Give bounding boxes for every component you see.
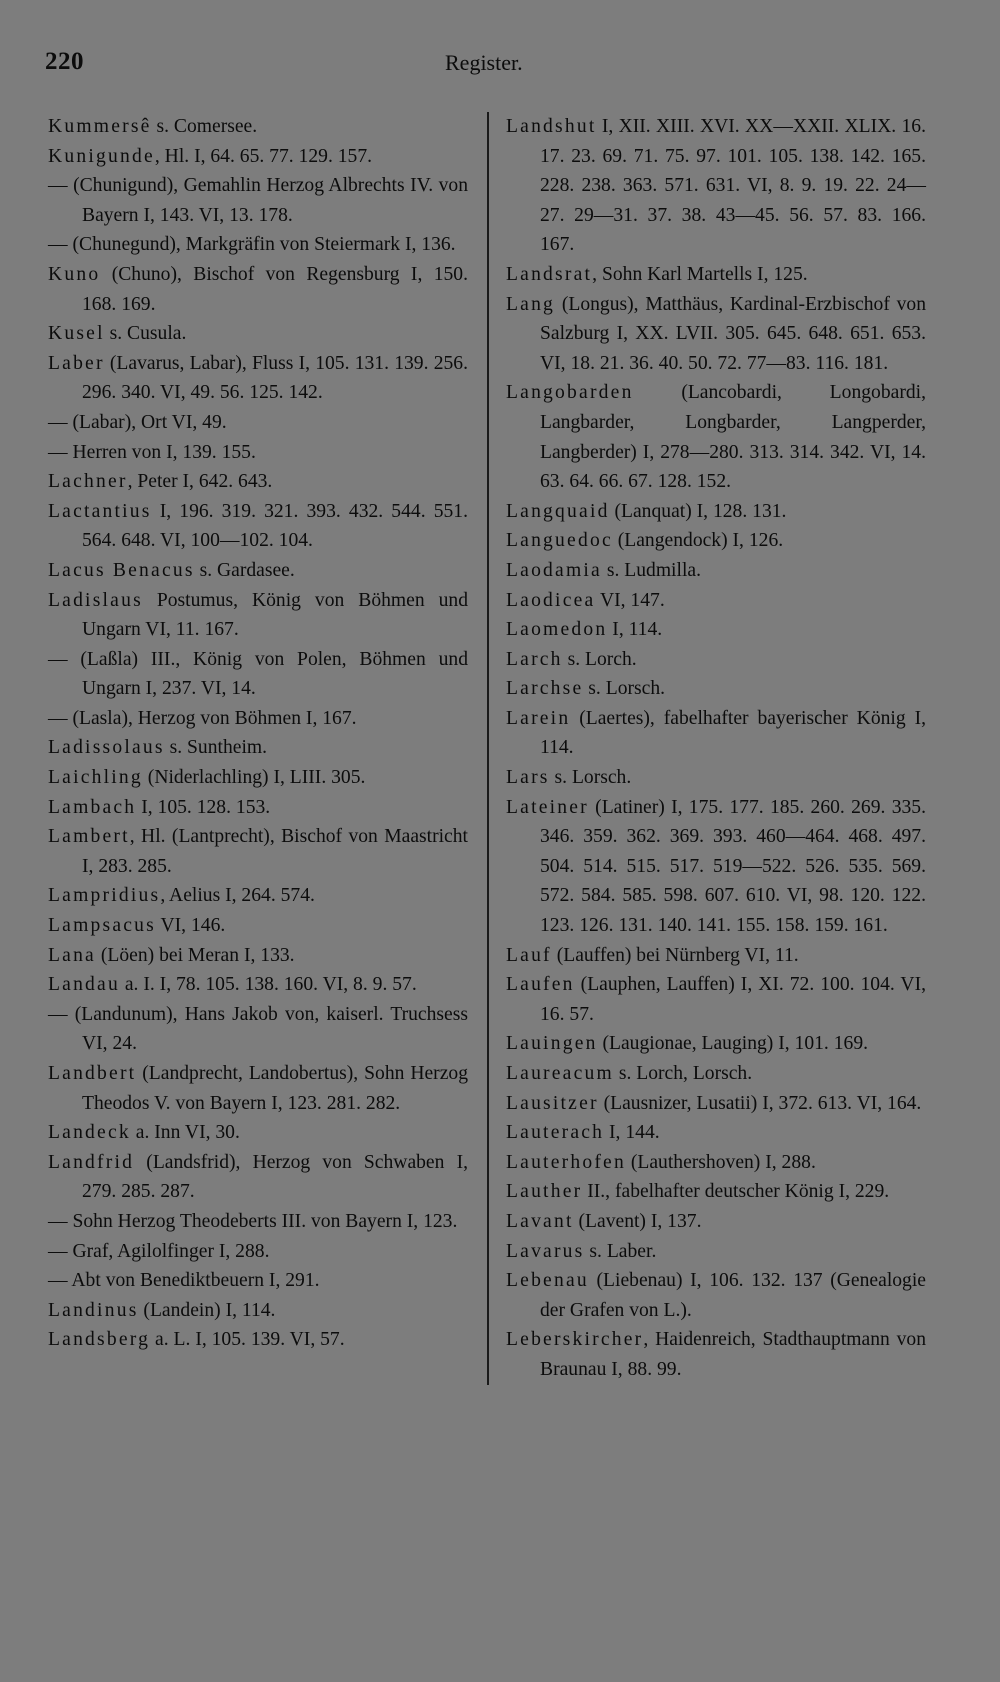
index-references: (Landprecht, Landobertus), Sohn Herzog Theodos V. von Bayern I, 123. 281. 282. (82, 1063, 468, 1114)
index-entry (48, 1325, 468, 1355)
index-headword: Landshut (506, 116, 597, 137)
index-entry (48, 645, 468, 704)
index-entry (506, 526, 926, 556)
index-headword: Landau (48, 974, 120, 996)
index-headword: Kuno (48, 263, 101, 285)
index-entry (48, 349, 468, 408)
index-references: I, 105. 128. 153. (136, 796, 271, 818)
index-entry (506, 1177, 926, 1207)
index-headword: Lausitzer (506, 1092, 599, 1114)
index-entry (506, 1207, 926, 1237)
index-entry (506, 793, 926, 941)
index-headword: Leberskircher (506, 1329, 644, 1351)
index-entry (48, 1266, 468, 1296)
index-entry (48, 1237, 468, 1267)
index-references: (Langendock) I, 126. (612, 530, 784, 552)
index-entry (48, 142, 468, 172)
index-headword: Lactantius (48, 500, 152, 522)
index-references: — (Chunigund), Gemahlin Herzog Albrechts IV. von Bayern I, 143. VI, 13. 178. (48, 175, 468, 226)
index-references: II., fabelhafter deutscher König I, 229. (582, 1181, 890, 1203)
index-references: I, XII. XIII. XVI. XX—XXII. XLIX. 16. 17. 23. 69. 71. 75. 97. 101. 105. 138. 142. 165. 228. 238. 363. 571. 631. VI, 8. 9. 19. 22. 24—27. 29—31. 37. 38. 43—45. 56. 57. 83. 166. 167. (540, 116, 926, 256)
index-entry (506, 1266, 926, 1325)
index-references: — (Lasla), Herzog von Böhmen I, 167. (48, 707, 357, 729)
index-entry (506, 615, 926, 645)
index-references: a. I. I, 78. 105. 138. 160. VI, 8. 9. 57. (119, 974, 417, 996)
index-references: — (Chunegund), Markgräfin von Steiermark I, 136. (48, 234, 456, 256)
index-column-right (506, 112, 926, 1385)
index-references: , Peter I, 642. 643. (127, 471, 273, 493)
index-entry (506, 645, 926, 675)
index-headword: Kunigunde (48, 145, 155, 167)
index-references: s. Cusula. (104, 323, 187, 345)
index-headword: Landsberg (48, 1329, 151, 1351)
index-entry (506, 1237, 926, 1267)
index-references: VI, 146. (155, 915, 226, 937)
index-headword: Laber (48, 352, 105, 374)
index-references: (Landsfrid), Herzog von Schwaben I, 279. 285. 287. (82, 1151, 468, 1203)
index-headword: Landinus (48, 1299, 139, 1321)
index-headword: Langquaid (506, 500, 610, 522)
index-entry (48, 1118, 468, 1148)
index-references: , Haidenreich, Stadthauptmann von Braunau I, 88. 99. (540, 1329, 926, 1380)
index-headword: Languedoc (506, 530, 613, 552)
index-references: (Latiner) I, 175. 177. 185. 260. 269. 335. 346. 359. 362. 369. 393. 460—464. 468. 497. 504. 514. 515. 517. 519—522. 526. 535. 569. 572. 584. 585. 598. 607. 610. VI, 98. 120. 122. 123. 126. 131. 140. 141. 155. 158. 159. 161. (540, 796, 926, 937)
index-entry (48, 1296, 468, 1326)
index-headword: Lacus Benacus (48, 559, 195, 581)
index-entry (48, 438, 468, 468)
index-references: (Lauphen, Lauffen) I, XI. 72. 100. 104. VI, 16. 57. (540, 974, 926, 1025)
index-references: (Laugionae, Lauging) I, 101. 169. (597, 1033, 869, 1055)
index-references: (Longus), Matthäus, Kardinal-Erzbischof von Salzburg I, XX. LVII. 305. 645. 648. 651. 653. VI, 18. 21. 36. 40. 50. 72. 77—83. 116. 181. (540, 293, 926, 374)
index-entry (48, 112, 468, 142)
index-references: , Hl. I, 64. 65. 77. 129. 157. (154, 145, 373, 167)
index-entry (506, 1118, 926, 1148)
index-headword: Lauterach (506, 1122, 605, 1144)
index-entry (48, 733, 468, 763)
index-entry (48, 1059, 468, 1118)
index-entry (48, 230, 468, 260)
index-references: — (Landunum), Hans Jakob von, kaiserl. Truchsess VI, 24. (48, 1003, 468, 1055)
index-references: s. Gardasee. (194, 559, 295, 581)
index-entry (48, 881, 468, 911)
index-references: s. Lorch, Lorsch. (613, 1063, 753, 1084)
index-entry (506, 1325, 926, 1384)
index-references: (Landein) I, 114. (138, 1299, 276, 1321)
index-references: (Lausnizer, Lusatii) I, 372. 613. VI, 164. (598, 1092, 922, 1114)
index-references: — (Laßla) III., König von Polen, Böhmen und Ungarn I, 237. VI, 14. (48, 648, 468, 700)
index-headword: Kusel (48, 323, 105, 345)
index-entry (506, 290, 926, 379)
index-entry (506, 1148, 926, 1178)
index-references: VI, 147. (595, 589, 665, 611)
index-headword: Lambach (48, 796, 137, 818)
index-entry (506, 586, 926, 616)
index-headword: Lateiner (506, 796, 589, 818)
index-entry (506, 260, 926, 290)
index-entry (48, 260, 468, 319)
index-references: (Laertes), fabelhafter bayerischer König I, 114. (540, 707, 926, 759)
index-headword: Landfrid (48, 1151, 135, 1173)
index-headword: Lavant (506, 1210, 574, 1232)
index-references: I, 196. 319. 321. 393. 432. 544. 551. 564. 648. VI, 100—102. 104. (82, 500, 468, 552)
index-headword: Langobarden (506, 382, 634, 404)
index-references: (Liebenau) I, 106. 132. 137 (Genealogie der Grafen von L.). (540, 1270, 926, 1321)
index-entry (48, 970, 468, 1000)
index-references: s. Comersee. (151, 116, 258, 137)
index-headword: Larchse (506, 678, 584, 700)
index-entry (48, 1148, 468, 1207)
index-entry (506, 378, 926, 496)
index-headword: Larch (506, 648, 563, 670)
index-headword: Lauterhofen (506, 1151, 626, 1173)
index-entry (48, 556, 468, 586)
index-references: — (Labar), Ort VI, 49. (48, 411, 227, 433)
index-references: — Abt von Benediktbeuern I, 291. (48, 1270, 320, 1292)
index-references: s. Lorsch. (549, 767, 632, 789)
page-header (45, 48, 925, 88)
index-references: a. L. I, 105. 139. VI, 57. (150, 1329, 345, 1351)
index-references: (Lauthershoven) I, 288. (625, 1151, 816, 1173)
index-references: — Herren von I, 139. 155. (48, 441, 256, 463)
page-number: 220 (45, 48, 84, 75)
index-entry (48, 704, 468, 734)
index-entry (506, 112, 926, 260)
index-entry (48, 793, 468, 823)
index-references: (Niderlachling) I, LIII. 305. (142, 767, 366, 789)
index-headword: Landbert (48, 1063, 137, 1084)
index-references: , Aelius I, 264. 574. (160, 885, 315, 907)
index-entry (48, 408, 468, 438)
index-headword: Landsrat (506, 263, 593, 285)
column-divider (487, 112, 489, 1385)
index-headword: Lampsacus (48, 915, 156, 937)
index-entry (506, 1059, 926, 1089)
index-headword: Lauther (506, 1181, 583, 1203)
index-headword: Kummersê (48, 116, 152, 137)
index-headword: Laureacum (506, 1063, 614, 1084)
index-entry (506, 1029, 926, 1059)
index-headword: Larein (506, 707, 571, 729)
index-references: (Lavent) I, 137. (573, 1210, 702, 1232)
index-headword: Lebenau (506, 1270, 589, 1292)
index-entry (48, 941, 468, 971)
index-headword: Lambert (48, 826, 130, 848)
index-column-left (48, 112, 468, 1355)
index-entry (48, 1000, 468, 1059)
index-references: s. Suntheim. (164, 737, 268, 759)
index-references: (Chuno), Bischof von Regensburg I, 150. 168. 169. (82, 263, 468, 315)
index-entry (48, 467, 468, 497)
index-entry (48, 586, 468, 645)
index-headword: Landeck (48, 1122, 131, 1144)
index-references: (Löen) bei Meran I, 133. (95, 944, 295, 966)
index-entry (506, 1089, 926, 1119)
index-headword: Laodamia (506, 559, 602, 581)
index-references: (Lauffen) bei Nürnberg VI, 11. (551, 944, 799, 966)
index-entry (506, 941, 926, 971)
index-entry (48, 171, 468, 230)
index-references: (Lancobardi, Longobardi, Langbarder, Longbarder, Langperder, Langberder) I, 278—280. 313. 314. 342. VI, 14. 63. 64. 66. 67. 128. 152. (540, 382, 926, 493)
index-headword: Laodicea (506, 589, 596, 611)
index-references: a. Inn VI, 30. (130, 1122, 240, 1144)
index-references: Postumus, König von Böhmen und Ungarn VI, 11. 167. (82, 589, 468, 641)
index-entry (506, 497, 926, 527)
index-entry (48, 911, 468, 941)
index-entry (48, 319, 468, 349)
running-head: Register. (445, 50, 523, 75)
index-headword: Laufen (506, 974, 575, 996)
index-references: I, 144. (604, 1122, 660, 1144)
index-references: , Sohn Karl Martells I, 125. (592, 263, 808, 285)
index-references: (Lavarus, Labar), Fluss I, 105. 131. 139. 256. 296. 340. VI, 49. 56. 125. 142. (82, 352, 468, 404)
index-entry (506, 556, 926, 586)
index-headword: Lampridius (48, 885, 161, 907)
index-entry (48, 1207, 468, 1237)
index-headword: Lauingen (506, 1033, 598, 1055)
index-entry (506, 763, 926, 793)
index-headword: Lachner (48, 471, 128, 493)
index-headword: Ladissolaus (48, 737, 165, 759)
index-headword: Lauf (506, 944, 552, 966)
index-references: s. Lorch. (562, 648, 637, 670)
index-headword: Lars (506, 767, 550, 789)
index-entry (48, 822, 468, 881)
index-references: s. Laber. (584, 1240, 657, 1262)
index-entry (48, 497, 468, 556)
index-headword: Lang (506, 293, 556, 315)
index-references: s. Lorsch. (583, 678, 666, 700)
index-headword: Laomedon (506, 619, 608, 641)
index-references: , Hl. (Lantprecht), Bischof von Maastricht I, 283. 285. (82, 826, 468, 877)
index-headword: Laichling (48, 767, 143, 789)
index-references: — Graf, Agilolfinger I, 288. (48, 1240, 270, 1262)
index-headword: Lana (48, 944, 96, 966)
index-references: I, 114. (607, 619, 663, 641)
index-entry (506, 704, 926, 763)
index-references: (Lanquat) I, 128. 131. (609, 500, 787, 522)
index-headword: Lavarus (506, 1240, 585, 1262)
index-entry (48, 763, 468, 793)
index-references: s. Ludmilla. (601, 559, 701, 581)
index-entry (506, 674, 926, 704)
index-headword: Ladislaus (48, 589, 143, 611)
index-entry (506, 970, 926, 1029)
index-references: — Sohn Herzog Theodeberts III. von Bayern I, 123. (48, 1210, 458, 1232)
